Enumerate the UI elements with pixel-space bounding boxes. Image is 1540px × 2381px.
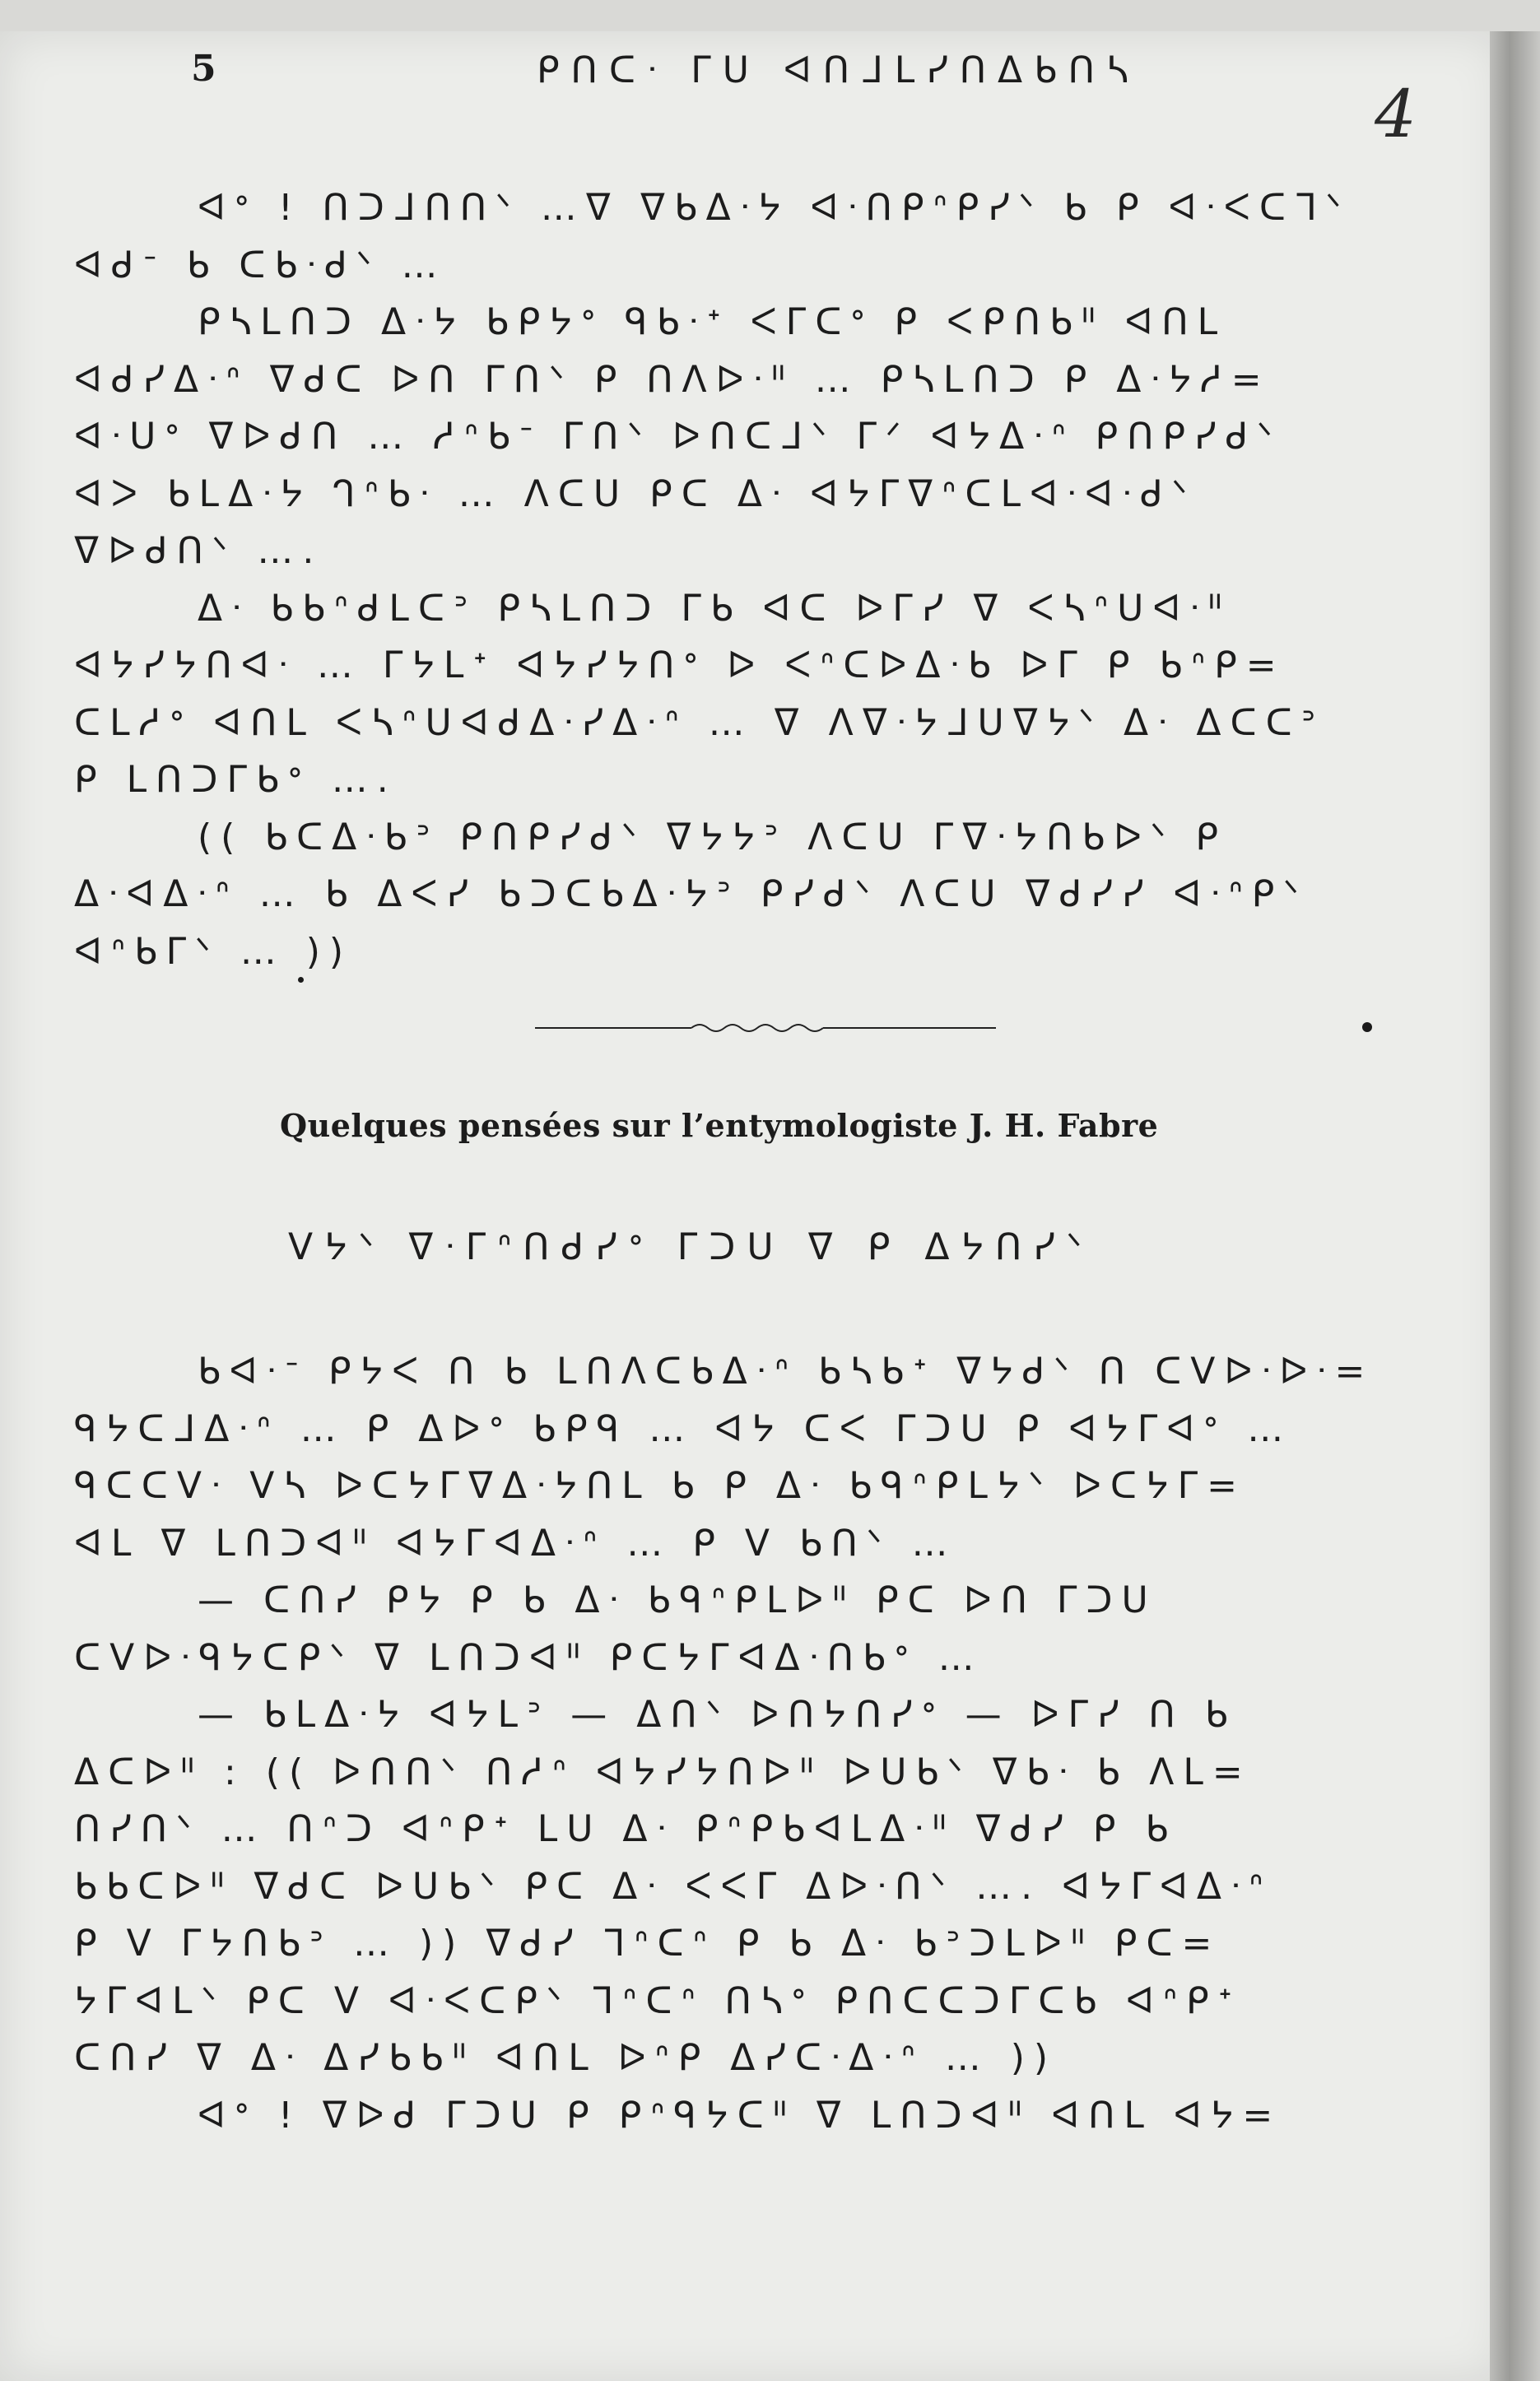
text-line: ᐊᐢᑲᒥᐠ … )) (74, 930, 353, 973)
text-line: ᑫᔭᑕᒧᐃᐧᐢ … ᑭ ᐃᐅᐤ ᑲᑭᑫ … ᐊᔭ ᑕᐸ ᒥᑐᑌ ᑭ ᐊᔭᒥᐊᐤ … (74, 1407, 1293, 1450)
text-line: ᐊᐧᑌᐤ ᐁᐅᑯᑎ … ᓱᐢᑲᐨ ᒥᑎᐠ ᐅᑎᑕᒧᐠ ᒥᐟ ᐊᔭᐃᐧᐢ ᑭᑎᑭᓯᑯᐠ (74, 416, 1282, 458)
text-line: ᔭᒥᐊᒪᐠ ᑭᑕ ᐯ ᐊᐧᐸᑕᑭᐠ ᒣᐢᑕᐢ ᑎᓴᐤ ᑭᑎᑕᑕᑐᒥᑕᑲ ᐊᐢᑭᐩ (74, 1979, 1241, 2022)
text-line: ᐊᐤ ! ᐁᐅᑯ ᒥᑐᑌ ᑭ ᑭᐢᑫᔭᑕᐦ ᐁ ᒪᑎᑐᐊᐦ ᐊᑎᒪ ᐊᔭ= (198, 2094, 1282, 2137)
ornamental-divider (535, 1019, 996, 1037)
text-line: ᑭᓴᒪᑎᑐ ᐃᐧᔭ ᑲᑭᔭᐤ ᑫᑲᐧᐩ ᐸᒥᑕᐤ ᑭ ᐸᑭᑎᑲᐦ ᐊᑎᒪ (198, 301, 1227, 343)
text-line: ᑭ ᒪᑎᑐᒥᑲᐤ …. (74, 759, 398, 801)
text-line: ᑕᑎᓯ ᐁ ᐃᐧ ᐃᓯᑲᑲᐦ ᐊᑎᒪ ᐅᐢᑭ ᐃᓯᑕᐧᐃᐧᐢ … )) (74, 2037, 1058, 2079)
text-line: ᑎᓯᑎᐠ … ᑎᐢᑐ ᐊᐢᑭᐩ ᒪᑌ ᐃᐧ ᑭᐢᑭᑲᐊᒪᐃᐧᐦ ᐁᑯᓯ ᑭ ᑲ (74, 1808, 1178, 1850)
text-line: ᑲᑲᑕᐅᐦ ᐁᑯᑕ ᐅᑌᑲᐠ ᑭᑕ ᐃᐧ ᐸᐸᒥ ᐃᐅᐧᑎᐠ …. ᐊᔭᒥᐊᐃᐧᐢ (74, 1865, 1272, 1908)
text-line: ᐃᑕᐅᐦ : (( ᐅᑎᑎᐠ ᑎᓱᐢ ᐊᔭᓯᔭᑎᐅᐦ ᐅᑌᑲᐠ ᐁᑲᐧ ᑲ ᐱᒪ= (74, 1751, 1252, 1793)
section-2-text (74, 1343, 1424, 2144)
text-line: ᐃᐧᐊᐃᐧᐢ … ᑲ ᐃᐸᓯ ᑲᑐᑕᑲᐃᐧᔭᐣ ᑭᓯᑯᐠ ᐱᑕᑌ ᐁᑯᓯᓯ ᐊᐧᐢᑭᐠ (74, 873, 1308, 915)
text-line: — ᑲᒪᐃᐧᔭ ᐊᔭᒪᐣ — ᐃᑎᐠ ᐅᑎᔭᑎᓯᐤ — ᐅᒥᓯ ᑎ ᑲ (198, 1694, 1237, 1736)
text-line: ᑕᒪᓱᐤ ᐊᑎᒪ ᐸᓴᐢᑌᐊᑯᐃᐧᓯᐃᐧᐢ … ᐁ ᐱᐁᐧᔭᒧᑌᐁᔭᐠ ᐃᐧ ᐃᑕᑕᐣ (74, 701, 1325, 744)
text-line: ᑕᐯᐅᐧᑫᔭᑕᑭᐠ ᐁ ᒪᑎᑐᐊᐦ ᑭᑕᔭᒥᐊᐃᐧᑎᑲᐤ … (74, 1636, 984, 1679)
text-line: ᐊᐤ ! ᑎᑐᒧᑎᑎᐠ …ᐁ ᐁᑲᐃᐧᔭ ᐊᐧᑎᑭᐢᑭᓯᐠ ᑲ ᑭ ᐊᐧᐸᑕᒣᐠ (198, 187, 1351, 229)
section-1-text (74, 179, 1424, 980)
text-line: — ᑕᑎᓯ ᑭᔭ ᑭ ᑲ ᐃᐧ ᑲᑫᐢᑭᒪᐅᐦ ᑭᑕ ᐅᑎ ᒥᑐᑌ (198, 1579, 1157, 1621)
running-head: ᑭᑎᑕᐧ ᒥᑌ ᐊᑎᒧᒪᓯᑎᐃᑲᑎᓴ (537, 49, 1140, 91)
text-line: ᐊᑯᓯᐃᐧᐢ ᐁᑯᑕ ᐅᑎ ᒥᑎᐠ ᑭ ᑎᐱᐅᐧᐦ … ᑭᓴᒪᑎᑐ ᑭ ᐃᐧᔭᓱ= (74, 358, 1271, 401)
text-line: ᐊᔭᓯᔭᑎᐊᐧ … ᒥᔭᒪᐩ ᐊᔭᓯᔭᑎᐤ ᐅ ᐸᐢᑕᐅᐃᐧᑲ ᐅᒥ ᑭ ᑲᐢᑭ= (74, 644, 1286, 686)
text-line: ᑲᐊᐧᐨ ᑭᔭᐸ ᑎ ᑲ ᒪᑎᐱᑕᑲᐃᐧᐢ ᑲᓴᑲᐩ ᐁᔭᑯᐠ ᑎ ᑕᐯᐅᐧᐅᐧ= (198, 1351, 1375, 1393)
french-article-title: Quelques pensées sur l’entymologiste J. H. Fabre (280, 1107, 1159, 1144)
ink-speck (1362, 1022, 1372, 1032)
text-line: ᐁᐅᑯᑎᐠ …. (74, 530, 323, 572)
text-line: ᑭ ᐯ ᒥᔭᑎᑲᐣ … )) ᐁᑯᓯ ᒣᐢᑕᐢ ᑭ ᑲ ᐃᐧ ᑲᐣᑐᒪᐅᐦ ᑭᑕ= (74, 1923, 1221, 1965)
handwritten-page-mark: 4 (1375, 76, 1417, 152)
text-line: (( ᑲᑕᐃᐧᑲᐣ ᑭᑎᑭᓯᑯᐠ ᐁᔭᔭᐣ ᐱᑕᑌ ᒥᐁᐧᔭᑎᑲᐅᐠ ᑭ (198, 816, 1228, 858)
page-number: 5 (191, 48, 216, 90)
text-line: ᐃᐧ ᑲᑲᐢᑯᒪᑕᐣ ᑭᓴᒪᑎᑐ ᒥᑲ ᐊᑕ ᐅᒥᓯ ᐁ ᐸᓴᐢᑌᐊᐧᐦ (198, 587, 1231, 630)
text-line: ᐊᐳ ᑲᒪᐃᐧᔭ ᒉᐢᑲᐧ … ᐱᑕᑌ ᑭᑕ ᐃᐧ ᐊᔭᒥᐁᐢᑕᒪᐊᐧᐊᐧᑯᐠ (74, 472, 1197, 515)
syllabic-article-title: ᐯᔭᐠ ᐁᐧᒥᐢᑎᑯᓯᐤ ᒥᑐᑌ ᐁ ᑭ ᐃᔭᑎᓯᐠ (288, 1226, 1094, 1268)
text-line: ᐊᒪ ᐁ ᒪᑎᑐᐊᐦ ᐊᔭᒥᐊᐃᐧᐢ … ᑭ ᐯ ᑲᑎᐠ … (74, 1522, 957, 1565)
ink-speck (298, 977, 304, 983)
page-edge-shadow (1490, 31, 1540, 2381)
text-line: ᐊᑯᐨ ᑲ ᑕᑲᐧᑯᐠ … (74, 244, 447, 286)
text-line: ᑫᑕᑕᐯᐧ ᐯᓴ ᐅᑕᔭᒥᐁᐃᐧᔭᑎᒪ ᑲ ᑭ ᐃᐧ ᑲᑫᐢᑭᒪᔭᐠ ᐅᑕᔭᒥ= (74, 1465, 1246, 1507)
